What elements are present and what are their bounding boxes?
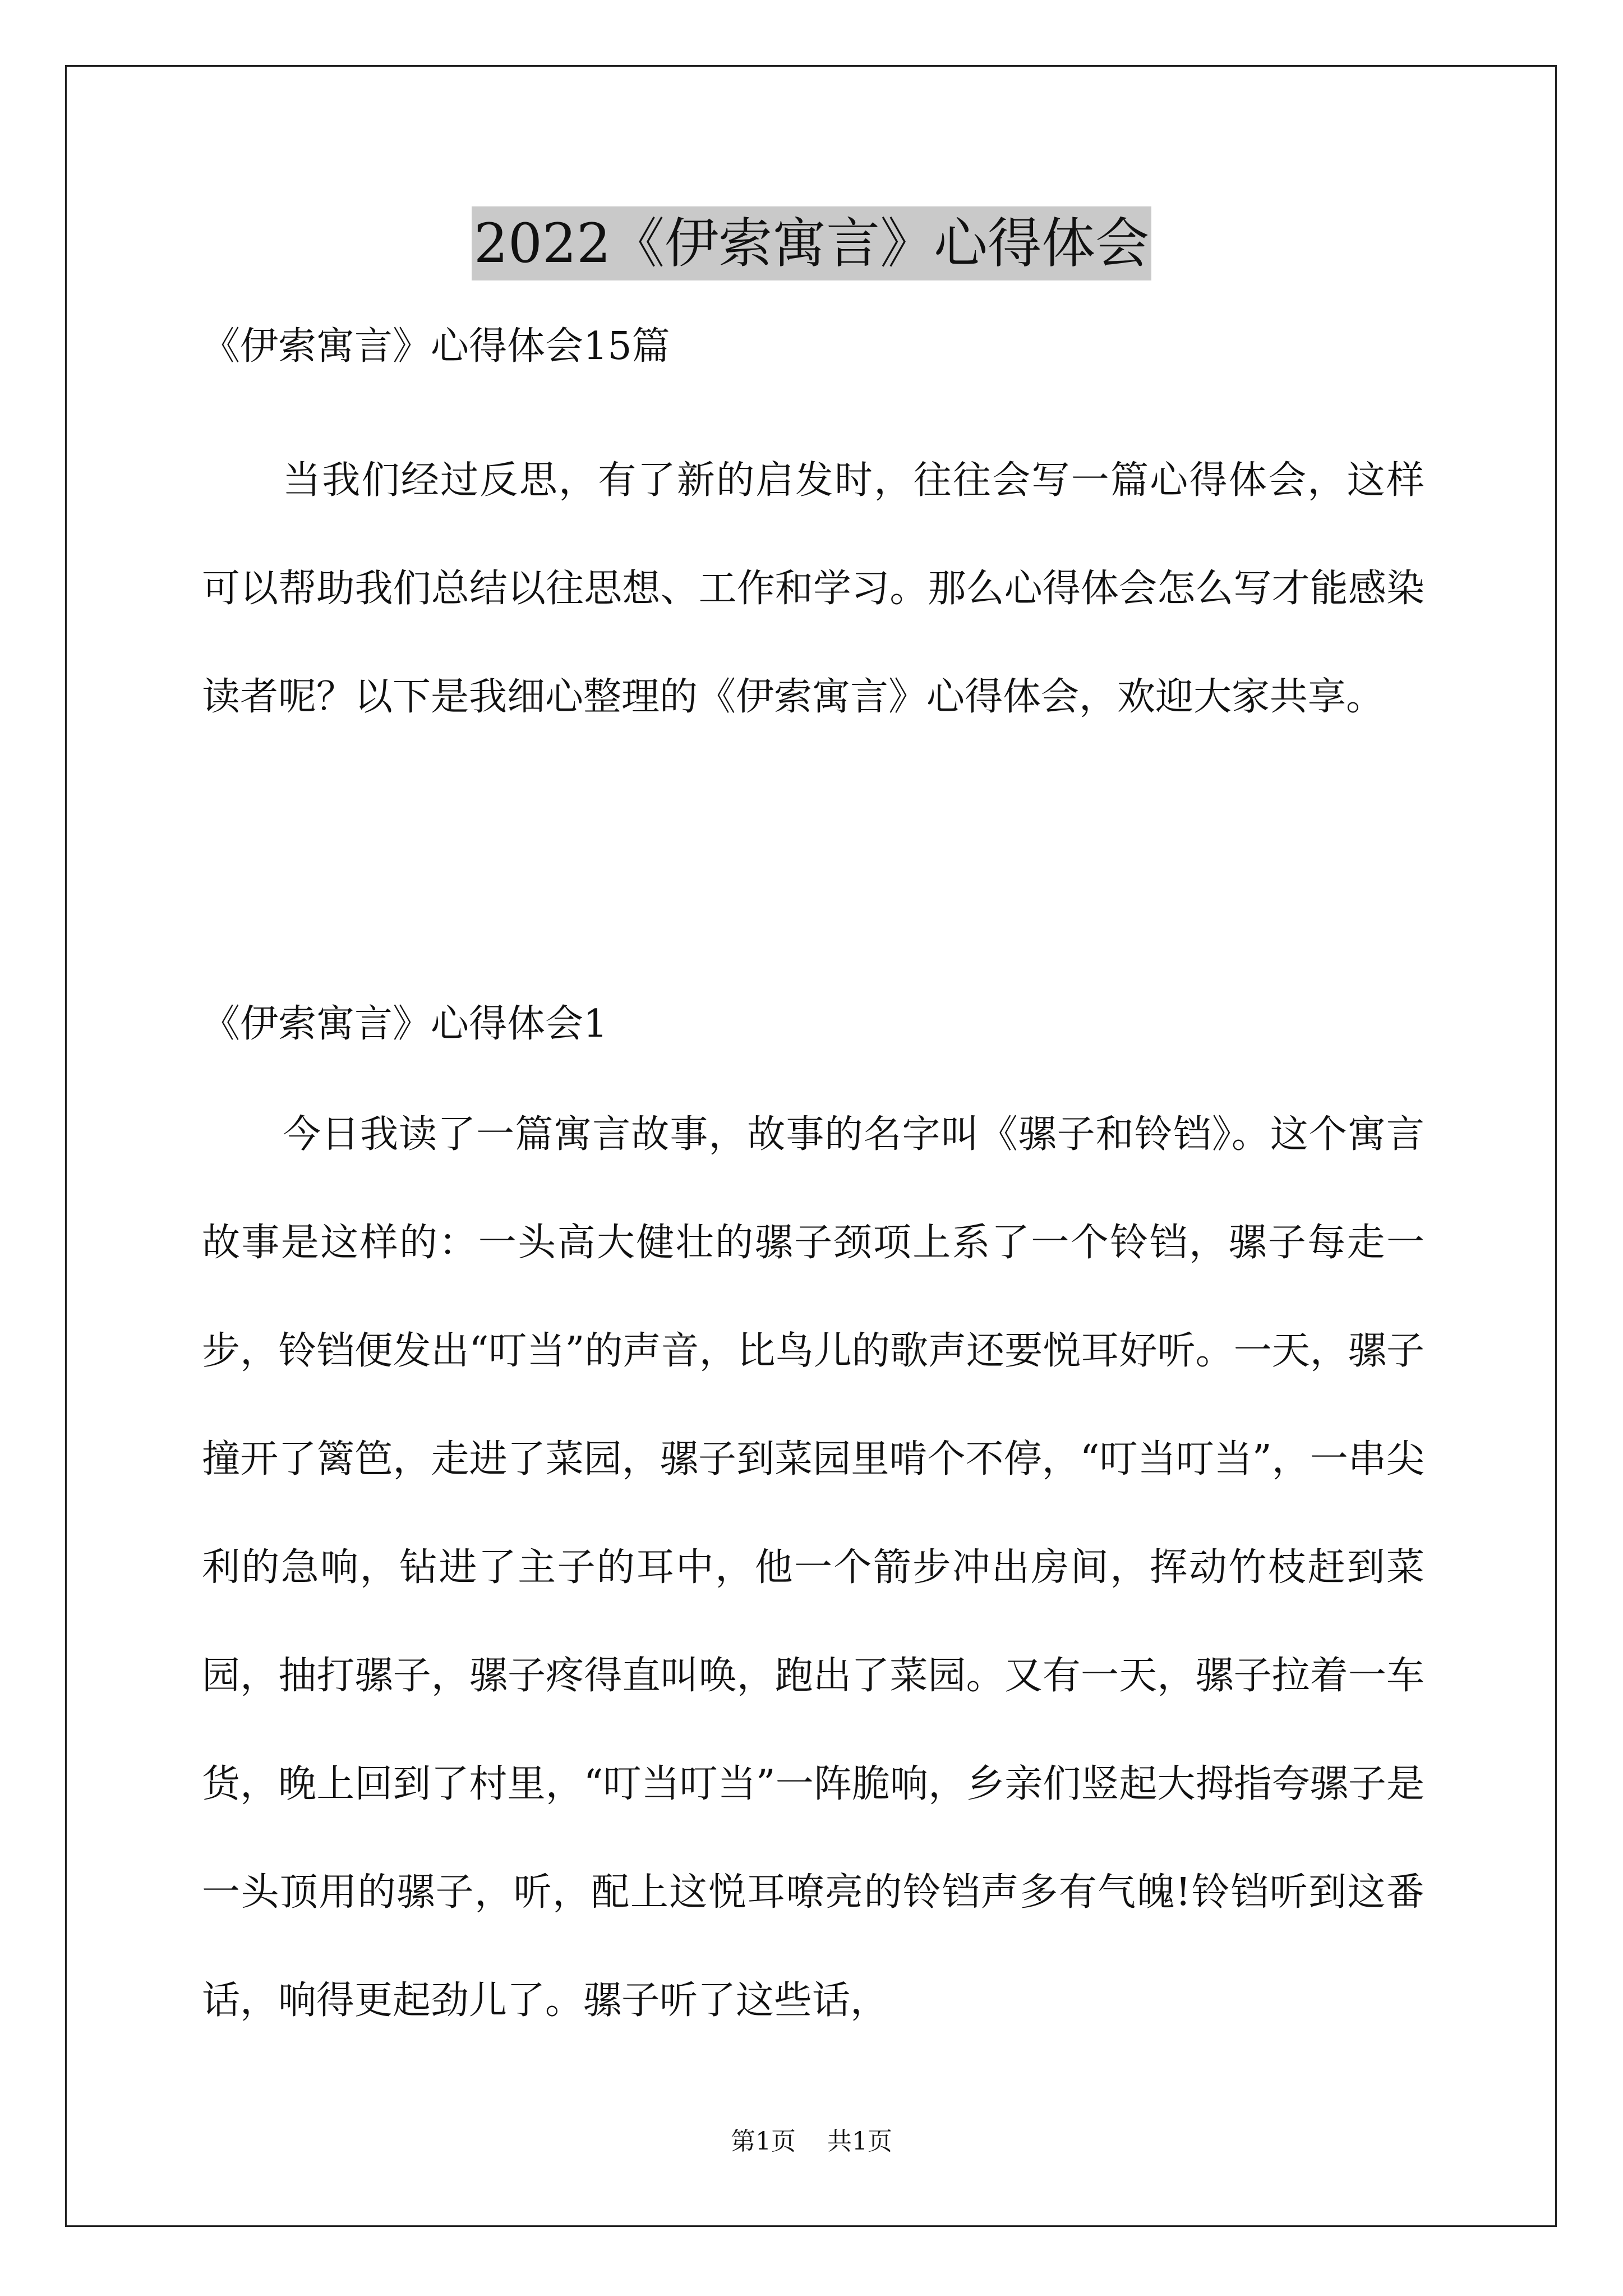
title-container [0,206,1623,280]
page-total: 共1页 [827,2127,892,2156]
page-number: 第1页 [731,2127,796,2156]
intro-paragraph: 当我们经过反思，有了新的启发时，往往会写一篇心得体会，这样可以帮助我们总结以往思想、工作和学习。那么心得体会怎么写才能感染读者呢？以下是我细心整理的《伊索寓言》心得体会，欢迎大家共享。 [202,458,1424,719]
document-title: 2022《伊索寓言》心得体会 [472,206,1151,280]
document-subtitle: 《伊索寓言》心得体会15篇 [202,324,670,369]
section-body-1: 今日我读了一篇寓言故事，故事的名字叫《骡子和铃铛》。这个寓言故事是这样的：一头高大健壮的骡子颈项上系了一个铃铛，骡子每走一步，铃铛便发出“叮当”的声音，比鸟儿的歌声还要悦耳好听。一天，骡子撞开了篱笆，走进了菜园，骡子到菜园里啃个不停，“叮当叮当”，一串尖利的急响，钻进了主子的耳中，他一个箭步冲出房间，挥动竹枝赶到菜园，抽打骡子，骡子疼得直叫唤，跑出了菜园。又有一天，骡子拉着一车货，晚上回到了村里，“叮当叮当”一阵脆响，乡亲们竖起大拇指夸骡子是一头顶用的骡子，听，配上这悦耳嘹亮的铃铛声多有气魄!铃铛听到这番话，响得更起劲儿了。骡子听了这些话， [202,1112,1424,2023]
page-footer [0,2126,1623,2157]
section-heading-1: 《伊索寓言》心得体会1 [202,1002,608,1046]
